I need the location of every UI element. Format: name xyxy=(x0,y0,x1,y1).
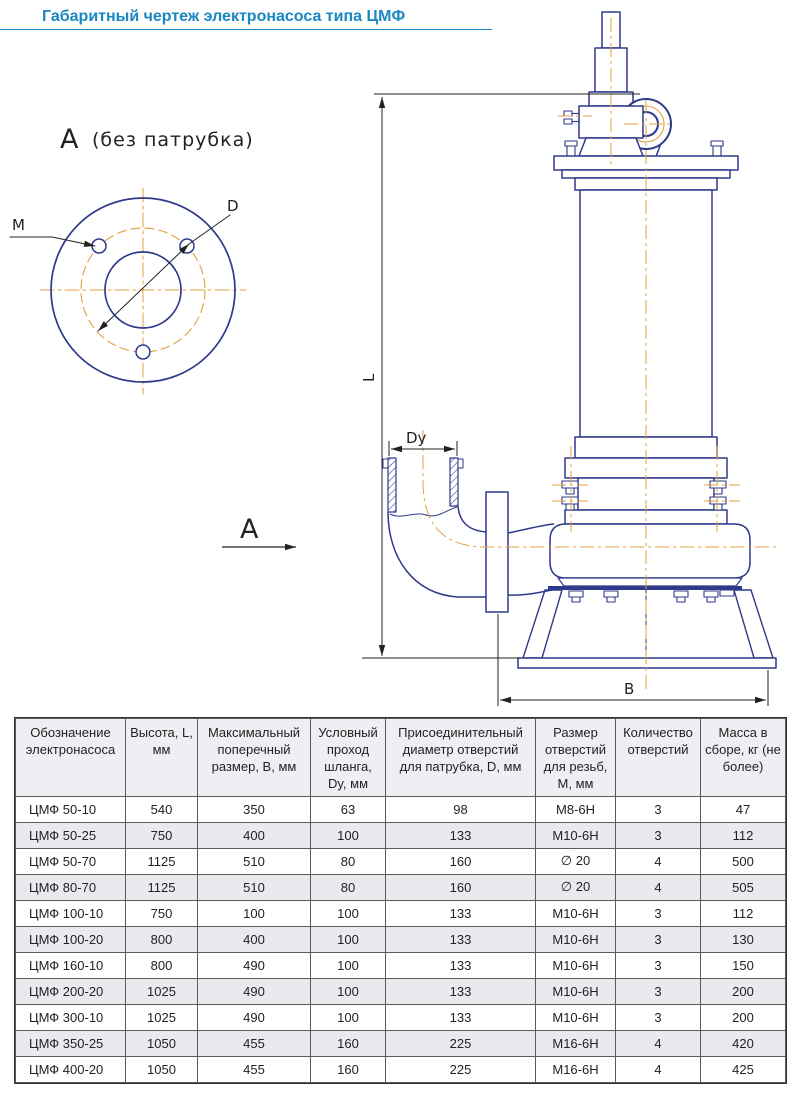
casing-skirt xyxy=(558,578,742,586)
table-cell: 225 xyxy=(386,1030,536,1056)
outlet-elbow xyxy=(383,458,554,612)
table-cell: ЦМФ 300-10 xyxy=(16,1004,126,1030)
table-cell: 3 xyxy=(616,796,701,822)
table-row xyxy=(16,874,786,900)
table-cell: 490 xyxy=(198,1004,311,1030)
table-cell: 200 xyxy=(701,978,786,1004)
table-cell: 3 xyxy=(616,822,701,848)
table-cell: 400 xyxy=(198,822,311,848)
spec-table-body xyxy=(16,796,786,1082)
discharge-flange xyxy=(486,492,508,612)
base-plate xyxy=(518,658,776,668)
table-cell: ЦМФ 400-20 xyxy=(16,1056,126,1082)
table-cell: М16-6Н xyxy=(536,1030,616,1056)
stub-wall-left xyxy=(388,458,396,512)
table-cell: 350 xyxy=(198,796,311,822)
table-cell: 490 xyxy=(198,952,311,978)
column-header: Высота, L, мм xyxy=(126,719,198,797)
table-cell: 3 xyxy=(616,900,701,926)
column-header: Максимальный поперечный размер, В, мм xyxy=(198,719,311,797)
table-cell: ∅ 20 xyxy=(536,848,616,874)
table-cell: 100 xyxy=(311,926,386,952)
spec-table xyxy=(15,718,786,1083)
table-cell: 133 xyxy=(386,900,536,926)
table-cell: ЦМФ 80-70 xyxy=(16,874,126,900)
table-cell: 133 xyxy=(386,1004,536,1030)
table-cell: 112 xyxy=(701,822,786,848)
dimension-Dy xyxy=(389,429,457,456)
elbow-inner xyxy=(458,506,487,532)
table-row xyxy=(16,900,786,926)
thread-dim-label: М xyxy=(12,216,25,234)
table-cell: 455 xyxy=(198,1056,311,1082)
bore-dim-label: Dy xyxy=(406,429,427,447)
table-cell: ЦМФ 160-10 xyxy=(16,952,126,978)
table-cell: 98 xyxy=(386,796,536,822)
table-cell: 800 xyxy=(126,926,198,952)
column-header: Условный проход шланга, Dy, мм xyxy=(311,719,386,797)
table-cell: 3 xyxy=(616,952,701,978)
table-cell: ЦМФ 50-25 xyxy=(16,822,126,848)
pipe-top xyxy=(508,524,554,533)
table-cell: М16-6Н xyxy=(536,1056,616,1082)
table-cell: 133 xyxy=(386,926,536,952)
column-header: Обозначение электронасоса xyxy=(16,719,126,797)
table-cell: 540 xyxy=(126,796,198,822)
table-row xyxy=(16,848,786,874)
top-flange-bolt xyxy=(708,141,726,156)
table-row xyxy=(16,822,786,848)
table-cell: 160 xyxy=(386,848,536,874)
table-cell: 800 xyxy=(126,952,198,978)
table-cell: 225 xyxy=(386,1056,536,1082)
table-cell: 4 xyxy=(616,874,701,900)
section-view-letter: А xyxy=(60,124,79,155)
table-cell: 1050 xyxy=(126,1056,198,1082)
table-cell: 3 xyxy=(616,926,701,952)
table-cell: ЦМФ 100-10 xyxy=(16,900,126,926)
base-bolts xyxy=(569,590,734,602)
table-row xyxy=(16,1004,786,1030)
flange-section-view xyxy=(10,124,254,394)
table-row xyxy=(16,926,786,952)
gland-bolt xyxy=(564,119,572,124)
column-header: Масса в сборе, кг (не более) xyxy=(701,719,786,797)
table-cell: 112 xyxy=(701,900,786,926)
table-cell: 510 xyxy=(198,874,311,900)
table-cell: 63 xyxy=(311,796,386,822)
table-cell: ЦМФ 350-25 xyxy=(16,1030,126,1056)
view-arrow-letter: А xyxy=(240,514,259,545)
volute-casing xyxy=(550,524,750,578)
table-cell: 100 xyxy=(311,900,386,926)
table-cell: 425 xyxy=(701,1056,786,1082)
table-cell: 80 xyxy=(311,874,386,900)
table-cell: 160 xyxy=(311,1030,386,1056)
table-cell: 100 xyxy=(311,822,386,848)
table-cell: 100 xyxy=(311,978,386,1004)
table-cell: ЦМФ 100-20 xyxy=(16,926,126,952)
table-row xyxy=(16,1056,786,1082)
table-cell: 505 xyxy=(701,874,786,900)
elbow-outer xyxy=(388,512,487,597)
column-header: Размер отверстий для резьб, М, мм xyxy=(536,719,616,797)
table-cell: ЦМФ 50-70 xyxy=(16,848,126,874)
stand-leg-left xyxy=(523,590,562,658)
table-cell: 750 xyxy=(126,822,198,848)
table-cell: 490 xyxy=(198,978,311,1004)
top-flange-bolt xyxy=(562,141,580,156)
table-cell: 47 xyxy=(701,796,786,822)
view-direction-arrow xyxy=(222,514,296,547)
table-cell: 3 xyxy=(616,978,701,1004)
height-dim-label: L xyxy=(360,373,378,382)
table-cell: М10-6Н xyxy=(536,952,616,978)
table-cell: 133 xyxy=(386,978,536,1004)
table-row xyxy=(16,978,786,1004)
table-cell: 160 xyxy=(386,874,536,900)
table-cell: 500 xyxy=(701,848,786,874)
section-view-note: (без патрубка) xyxy=(92,129,254,151)
table-cell: ЦМФ 50-10 xyxy=(16,796,126,822)
table-cell: ∅ 20 xyxy=(536,874,616,900)
table-cell: 100 xyxy=(198,900,311,926)
table-cell: 133 xyxy=(386,822,536,848)
table-cell: 1025 xyxy=(126,978,198,1004)
table-cell: 750 xyxy=(126,900,198,926)
stub-tab xyxy=(458,459,463,468)
bolt-hole xyxy=(136,345,150,359)
stand-leg-right xyxy=(734,590,773,658)
cast-line xyxy=(390,507,457,516)
table-cell: 100 xyxy=(311,1004,386,1030)
gland-bolt xyxy=(564,111,572,116)
table-cell: 100 xyxy=(311,952,386,978)
table-cell: М10-6Н xyxy=(536,822,616,848)
table-cell: ЦМФ 200-20 xyxy=(16,978,126,1004)
column-header: Количество отверстий xyxy=(616,719,701,797)
table-cell: 455 xyxy=(198,1030,311,1056)
table-cell: 1025 xyxy=(126,1004,198,1030)
table-cell: 150 xyxy=(701,952,786,978)
table-row xyxy=(16,1030,786,1056)
width-dim-label: В xyxy=(624,680,635,698)
table-cell: 420 xyxy=(701,1030,786,1056)
spec-table-head xyxy=(16,719,786,797)
pump-outline xyxy=(518,12,776,668)
table-cell: 130 xyxy=(701,926,786,952)
table-cell: 80 xyxy=(311,848,386,874)
table-cell: М10-6Н xyxy=(536,978,616,1004)
table-cell: 160 xyxy=(311,1056,386,1082)
flange-centerlines xyxy=(40,188,246,394)
base-seal-band xyxy=(548,586,742,590)
table-cell: 4 xyxy=(616,1030,701,1056)
column-header: Присоединительный диаметр отверстий для патрубка, D, мм xyxy=(386,719,536,797)
table-cell: М8-6Н xyxy=(536,796,616,822)
table-cell: 1125 xyxy=(126,848,198,874)
table-cell: 400 xyxy=(198,926,311,952)
table-cell: 200 xyxy=(701,1004,786,1030)
bolt-circle-dim-label: D xyxy=(227,197,239,215)
table-cell: 3 xyxy=(616,1004,701,1030)
table-cell: 4 xyxy=(616,1056,701,1082)
table-cell: 510 xyxy=(198,848,311,874)
table-row xyxy=(16,796,786,822)
table-cell: 4 xyxy=(616,848,701,874)
stub-wall-right xyxy=(450,458,458,506)
table-cell: М10-6Н xyxy=(536,1004,616,1030)
table-cell: 1125 xyxy=(126,874,198,900)
table-cell: 133 xyxy=(386,952,536,978)
stub-tab xyxy=(383,459,388,468)
page-title: Габаритный чертеж электронасоса типа ЦМФ xyxy=(0,8,492,30)
table-cell: М10-6Н xyxy=(536,926,616,952)
table-cell: М10-6Н xyxy=(536,900,616,926)
table-row xyxy=(16,952,786,978)
table-cell: 1050 xyxy=(126,1030,198,1056)
